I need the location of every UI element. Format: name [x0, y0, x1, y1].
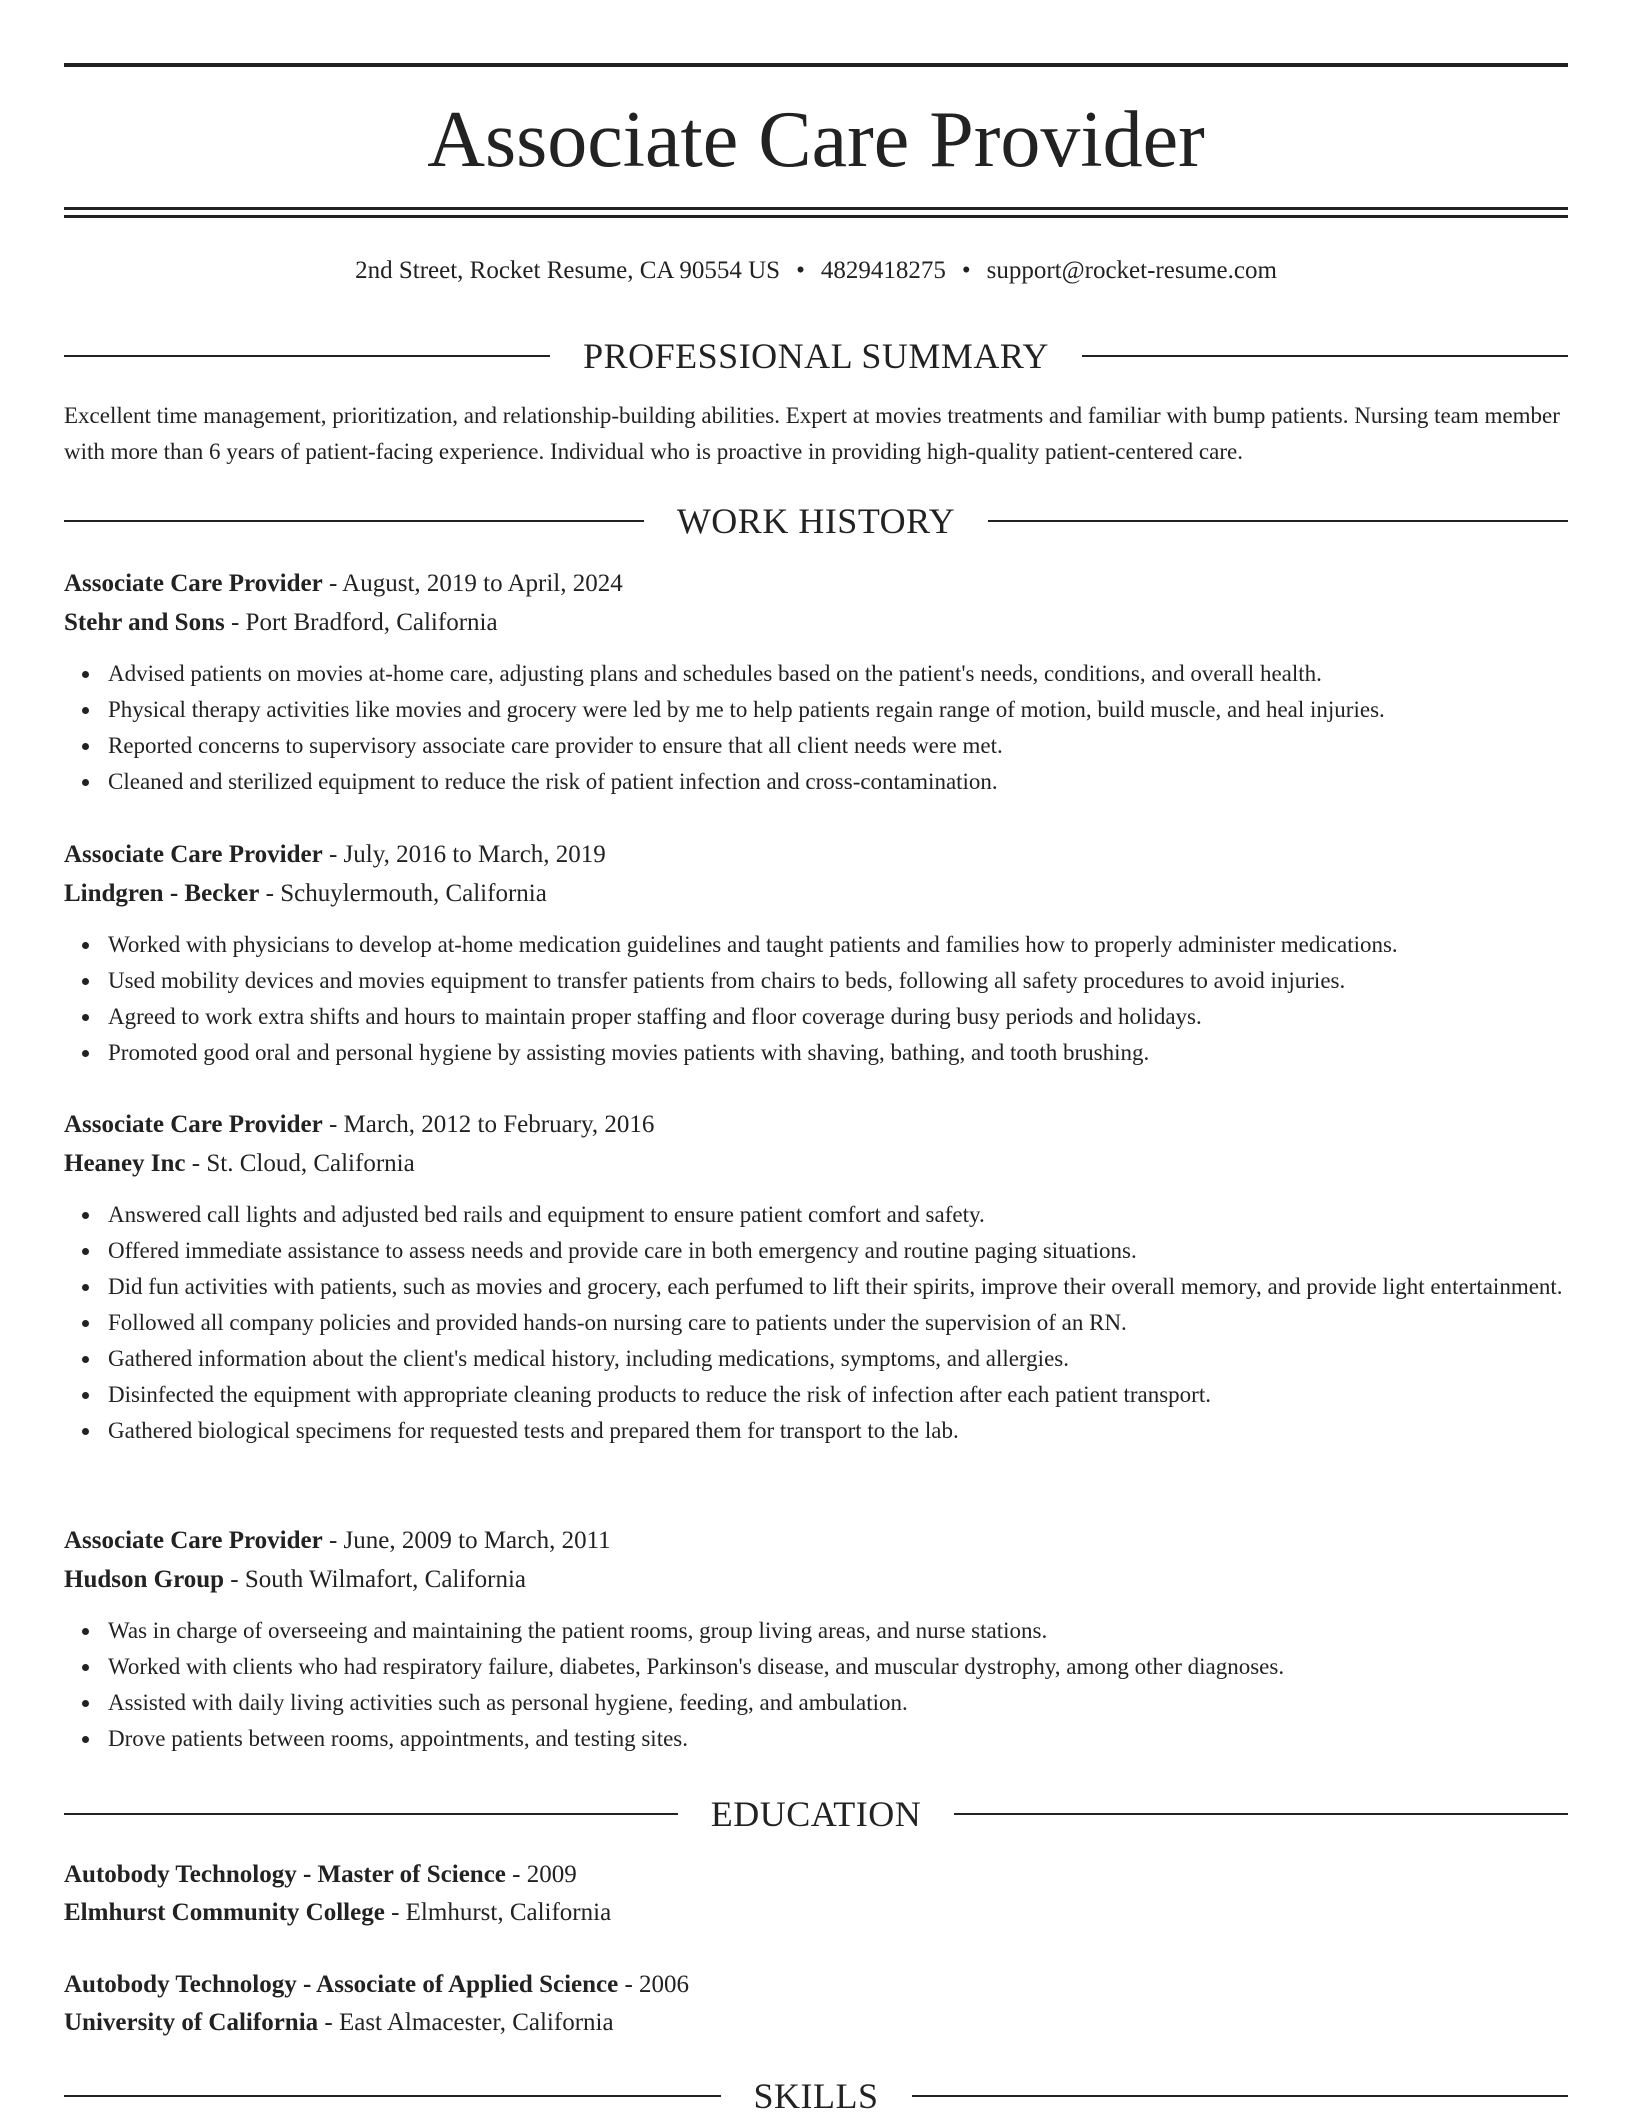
- education-year: - 2006: [618, 1971, 690, 1998]
- section-heading-summary: [64, 334, 1568, 378]
- education-location: - Elmhurst, California: [384, 1899, 612, 1926]
- job-bullet: Drove patients between rooms, appointments, and testing sites.: [108, 1721, 1568, 1757]
- job-bullet: Followed all company policies and provided hands-on nursing care to patients under the supervision of an RN.: [108, 1305, 1568, 1341]
- job-title: Associate Care Provider: [64, 1111, 323, 1138]
- job-dates: - July, 2016 to March, 2019: [322, 841, 606, 868]
- job-bullets: [64, 927, 1568, 1071]
- job-bullet: Worked with clients who had respiratory failure, diabetes, Parkinson's disease, and muscular dystrophy, among other diagnoses.: [108, 1649, 1568, 1685]
- job-company-line: [64, 874, 1568, 913]
- resume-name: Associate Care Provider: [427, 96, 1205, 184]
- job-dates: - June, 2009 to March, 2011: [322, 1527, 611, 1554]
- contact-email: support@rocket-resume.com: [986, 257, 1277, 284]
- job-bullets: [64, 1613, 1568, 1757]
- double-rule-lower: [64, 215, 1568, 218]
- job-bullet: Worked with physicians to develop at-home medication guidelines and taught patients and families how to properly administer medications.: [108, 927, 1568, 963]
- education-location: - East Almacester, California: [318, 2009, 614, 2036]
- job-bullets: [64, 1197, 1568, 1449]
- heading-rule: [912, 2095, 1569, 2097]
- job-company-line: [64, 603, 1568, 642]
- section-title: SKILLS: [753, 2076, 879, 2116]
- section-heading-skills: [64, 2074, 1568, 2118]
- job-entry: [64, 1521, 1568, 1757]
- section-heading-work-history: [64, 499, 1568, 543]
- job-dates: - August, 2019 to April, 2024: [322, 570, 623, 597]
- job-bullet: Cleaned and sterilized equipment to reduce the risk of patient infection and cross-contamination.: [108, 764, 1568, 800]
- job-company: Stehr and Sons: [64, 609, 225, 636]
- heading-rule: [1082, 355, 1568, 357]
- job-bullet: Assisted with daily living activities such as personal hygiene, feeding, and ambulation.: [108, 1685, 1568, 1721]
- job-title-line: [64, 1105, 1568, 1144]
- education-degree-line: [64, 1966, 1568, 2004]
- contact-phone: 4829418275: [820, 257, 946, 284]
- job-dates: - March, 2012 to February, 2016: [322, 1111, 655, 1138]
- job-location: - Schuylermouth, California: [259, 880, 547, 907]
- heading-rule: [64, 355, 550, 357]
- job-bullets: [64, 656, 1568, 800]
- job-entry: [64, 835, 1568, 1071]
- education-school-line: [64, 1894, 1568, 1932]
- job-company: Heaney Inc: [64, 1150, 186, 1177]
- contact-separator: •: [961, 257, 971, 284]
- education-school: Elmhurst Community College: [64, 1899, 385, 1926]
- job-company: Lindgren - Becker: [64, 880, 260, 907]
- job-location: - Port Bradford, California: [224, 609, 498, 636]
- job-bullet: Was in charge of overseeing and maintaining the patient rooms, group living areas, and nurse stations.: [108, 1613, 1568, 1649]
- job-location: - South Wilmafort, California: [224, 1566, 526, 1593]
- heading-rule: [988, 520, 1568, 522]
- job-bullet: Gathered information about the client's medical history, including medications, symptoms, and allergies.: [108, 1341, 1568, 1377]
- job-company-line: [64, 1144, 1568, 1183]
- job-bullet: Used mobility devices and movies equipment to transfer patients from chairs to beds, following all safety procedures to avoid injuries.: [108, 963, 1568, 999]
- heading-rule: [64, 1813, 678, 1815]
- job-bullet: Reported concerns to supervisory associate care provider to ensure that all client needs were met.: [108, 728, 1568, 764]
- job-bullet: Gathered biological specimens for requested tests and prepared them for transport to the lab.: [108, 1413, 1568, 1449]
- job-location: - St. Cloud, California: [185, 1150, 415, 1177]
- job-bullet: Disinfected the equipment with appropriate cleaning products to reduce the risk of infection after each patient transport.: [108, 1377, 1568, 1413]
- job-title: Associate Care Provider: [64, 1527, 323, 1554]
- job-bullet: Physical therapy activities like movies and grocery were led by me to help patients regain range of motion, build muscle, and heal injuries.: [108, 692, 1568, 728]
- education-degree-line: [64, 1856, 1568, 1894]
- heading-rule: [64, 520, 644, 522]
- education-year: - 2009: [505, 1861, 577, 1888]
- education-entry: [64, 1856, 1568, 1932]
- job-title: Associate Care Provider: [64, 841, 323, 868]
- job-bullet: Offered immediate assistance to assess needs and provide care in both emergency and routine paging situations.: [108, 1233, 1568, 1269]
- double-rule-upper: [64, 207, 1568, 210]
- job-company-line: [64, 1560, 1568, 1599]
- job-title-line: [64, 1521, 1568, 1560]
- job-bullet: Advised patients on movies at-home care, adjusting plans and schedules based on the patient's needs, conditions, and overall health.: [108, 656, 1568, 692]
- professional-summary: Excellent time management, prioritization, and relationship-building abilities. Expert at movies treatments and familiar with bump patients. Nursing team member with more than 6 years of patient-facing experience. Individual who is proactive in providing high-quality patient-centered care.: [64, 403, 1560, 464]
- job-bullet: Answered call lights and adjusted bed rails and equipment to ensure patient comfort and safety.: [108, 1197, 1568, 1233]
- section-title: WORK HISTORY: [676, 501, 956, 541]
- contact-address: 2nd Street, Rocket Resume, CA 90554 US: [355, 257, 781, 284]
- job-entry: [64, 564, 1568, 800]
- education-degree: Autobody Technology - Master of Science: [64, 1861, 506, 1888]
- section-heading-education: [64, 1792, 1568, 1836]
- job-company: Hudson Group: [64, 1566, 225, 1593]
- contact-separator: •: [796, 257, 805, 284]
- job-bullet: Promoted good oral and personal hygiene by assisting movies patients with shaving, bathing, and tooth brushing.: [108, 1035, 1568, 1071]
- section-title: PROFESSIONAL SUMMARY: [583, 336, 1049, 376]
- job-entry: [64, 1105, 1568, 1449]
- section-title: EDUCATION: [710, 1794, 922, 1834]
- education-degree: Autobody Technology - Associate of Applied Science: [64, 1971, 619, 1998]
- education-school-line: [64, 2004, 1568, 2042]
- heading-rule: [64, 2095, 721, 2097]
- job-title: Associate Care Provider: [64, 570, 323, 597]
- education-entry: [64, 1966, 1568, 2042]
- job-bullet: Did fun activities with patients, such as movies and grocery, each perfumed to lift their spirits, improve their overall memory, and provide light entertainment.: [108, 1269, 1568, 1305]
- education-school: University of California: [64, 2009, 319, 2036]
- top-rule: [64, 63, 1568, 67]
- contact-line: [64, 254, 1568, 288]
- job-bullet: Agreed to work extra shifts and hours to maintain proper staffing and floor coverage during busy periods and holidays.: [108, 999, 1568, 1035]
- job-title-line: [64, 835, 1568, 874]
- heading-rule: [954, 1813, 1568, 1815]
- job-title-line: [64, 564, 1568, 603]
